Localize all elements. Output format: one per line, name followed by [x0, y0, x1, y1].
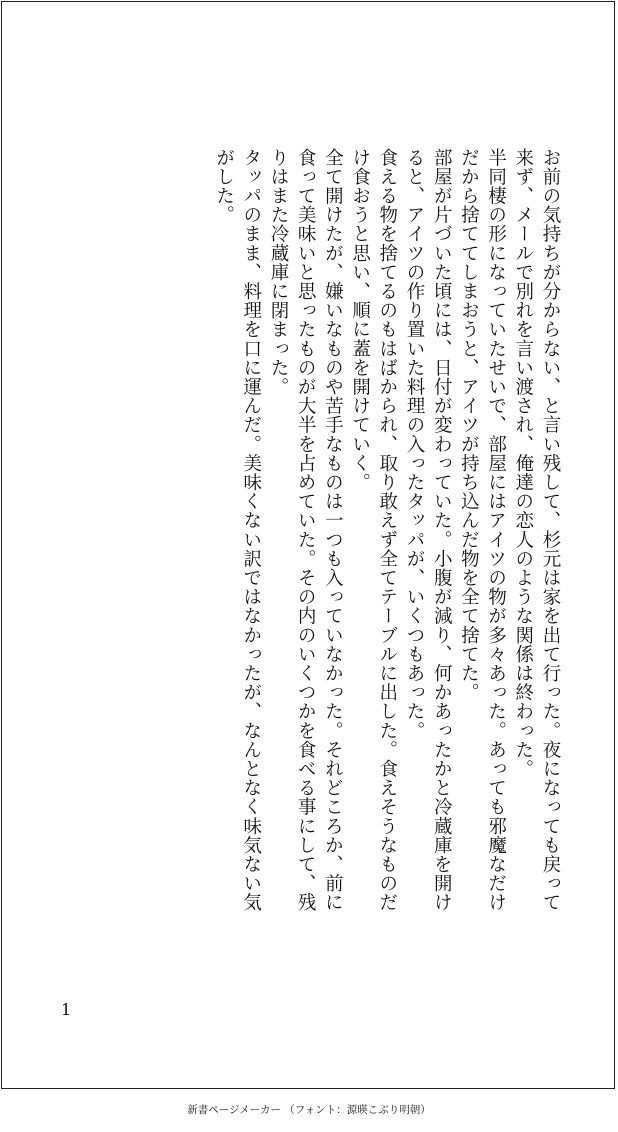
paragraph-6: タッパのまま、料理を口に運んだ。美味くない訳ではなかったが、なんとなく味気ない気がした。: [213, 148, 262, 912]
paragraph-2: 半同棲の形になっていたせいで、部屋にはアイツの物が多々あった。あっても邪魔なだけだから捨ててしまおうと、アイツが持ち込んだ物を全て捨てた。: [458, 148, 507, 912]
page-number: 1: [61, 1000, 72, 1019]
paragraph-5: 全て開けたが、嫌いなものや苦手なものは一つも入っていなかった。それどころか、前に食って美味いと思ったものが大半を占めていた。その内のいくつかを食べる事にして、残りはまた冷蔵庫に閉まった。: [267, 148, 344, 912]
novel-text-block: [210, 148, 564, 918]
paragraph-3: 部屋が片づいた頃には、日付が変わっていた。小腹が減り、何かあったかと冷蔵庫を開けると、アイツの作り置いた料理の入ったタッパが、いくつもあった。: [403, 148, 453, 912]
book-page: [1, 1, 615, 1089]
paragraph-4: 食える物を捨てるのもはばかられ、取り敢えず全てテーブルに出した。食えそうなものだけ食おうと思い、順に蓋を開けていく。: [349, 148, 398, 912]
generator-credit: 新書ページメーカー （フォント：源暎こぶり明朝）: [187, 1104, 431, 1116]
paragraph-1: お前の気持ちが分からない、と言い残して、杉元は家を出て行った。夜になっても戻って来ず、メールで別れを言い渡され、俺達の恋人のような関係は終わった。: [512, 148, 561, 912]
